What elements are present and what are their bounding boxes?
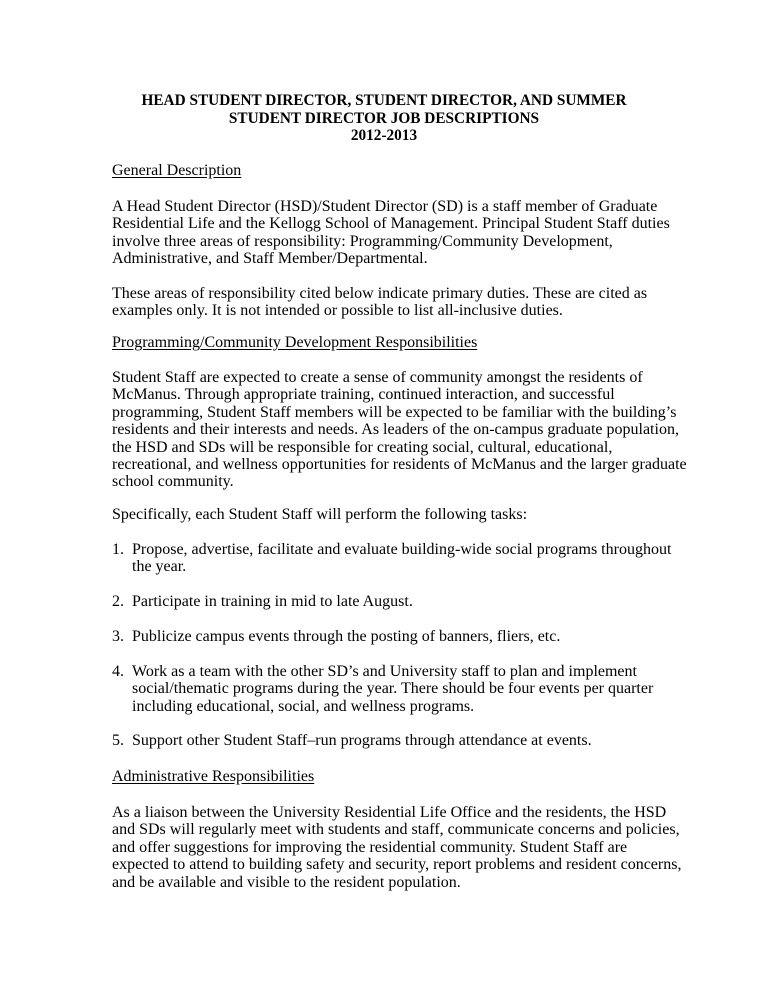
title-line: HEAD STUDENT DIRECTOR, STUDENT DIRECTOR, AND SUMMER xyxy=(141,92,627,109)
text-line: Student Staff are expected to create a sense of community amongst the residents of xyxy=(112,369,643,386)
task-number: 3. xyxy=(112,628,124,645)
text-line: Specifically, each Student Staff will perform the following tasks: xyxy=(112,506,528,523)
tasks-intro xyxy=(112,506,672,523)
task-text: social/thematic programs during the year. There should be four events per quarter xyxy=(132,680,654,698)
task-item-4 xyxy=(112,663,692,715)
task-number: 5. xyxy=(112,732,124,749)
heading-administrative-responsibilities: Administrative Responsibilities xyxy=(112,768,315,785)
text-line: McManus. Through appropriate training, continued interaction, and successful xyxy=(112,386,615,404)
task-item-5 xyxy=(112,732,692,749)
general-description-paragraph xyxy=(112,198,672,268)
text-line: As a liaison between the University Residential Life Office and the residents, the HSD xyxy=(112,804,667,821)
task-number: 1. xyxy=(112,541,124,558)
heading-programming-responsibilities: Programming/Community Development Responsibilities xyxy=(112,334,478,351)
text-line: involve three areas of responsibility: Programming/Community Development, xyxy=(112,232,613,250)
text-line: school community. xyxy=(112,473,234,491)
heading-general-description: General Description xyxy=(112,162,242,179)
task-text: including educational, social, and wellness programs. xyxy=(132,697,475,715)
task-text: Publicize campus events through the posting of banners, fliers, etc. xyxy=(132,628,561,645)
text-line: examples only. It is not intended or possible to list all-inclusive duties. xyxy=(112,302,563,320)
text-line: programming, Student Staff members will be expected to be familiar with the building’s xyxy=(112,403,677,421)
text-line: These areas of responsibility cited below indicate primary duties. These are cited as xyxy=(112,285,648,302)
task-item-3 xyxy=(112,628,692,645)
text-line: residents and their interests and needs. As leaders of the on-campus graduate population, xyxy=(112,421,679,439)
administrative-paragraph xyxy=(112,804,682,891)
task-text: Participate in training in mid to late August. xyxy=(132,593,413,610)
text-line: Residential Life and the Kellogg School of Management. Principal Student Staff duties xyxy=(112,215,670,233)
responsibility-note-paragraph xyxy=(112,285,672,320)
task-number: 4. xyxy=(112,663,124,680)
text-line: and be available and visible to the resident population. xyxy=(112,873,461,891)
task-text: the year. xyxy=(132,558,187,576)
task-text: Support other Student Staff–run programs through attendance at events. xyxy=(132,732,592,749)
task-item-2 xyxy=(112,593,692,610)
text-line: and SDs will regularly meet with students and staff, communicate concerns and policies, xyxy=(112,821,680,839)
task-text: Propose, advertise, facilitate and evaluate building-wide social programs throughout xyxy=(132,541,672,558)
task-text: Work as a team with the other SD’s and University staff to plan and implement xyxy=(132,663,637,680)
task-number: 2. xyxy=(112,593,124,610)
text-line: recreational, and wellness opportunities for residents of McManus and the larger graduate xyxy=(112,456,687,474)
title-year: 2012-2013 xyxy=(350,127,418,144)
task-item-1 xyxy=(112,541,692,576)
text-line: Administrative, and Staff Member/Departmental. xyxy=(112,250,428,268)
programming-paragraph xyxy=(112,369,687,491)
text-line: A Head Student Director (HSD)/Student Director (SD) is a staff member of Graduate xyxy=(112,198,658,215)
text-line: the HSD and SDs will be responsible for creating social, cultural, educational, xyxy=(112,438,613,456)
document-title xyxy=(0,92,768,145)
title-line: STUDENT DIRECTOR JOB DESCRIPTIONS xyxy=(228,109,540,127)
text-line: and offer suggestions for improving the residential community. Student Staff are xyxy=(112,838,628,856)
text-line: expected to attend to building safety and security, report problems and resident concerns, xyxy=(112,856,682,874)
